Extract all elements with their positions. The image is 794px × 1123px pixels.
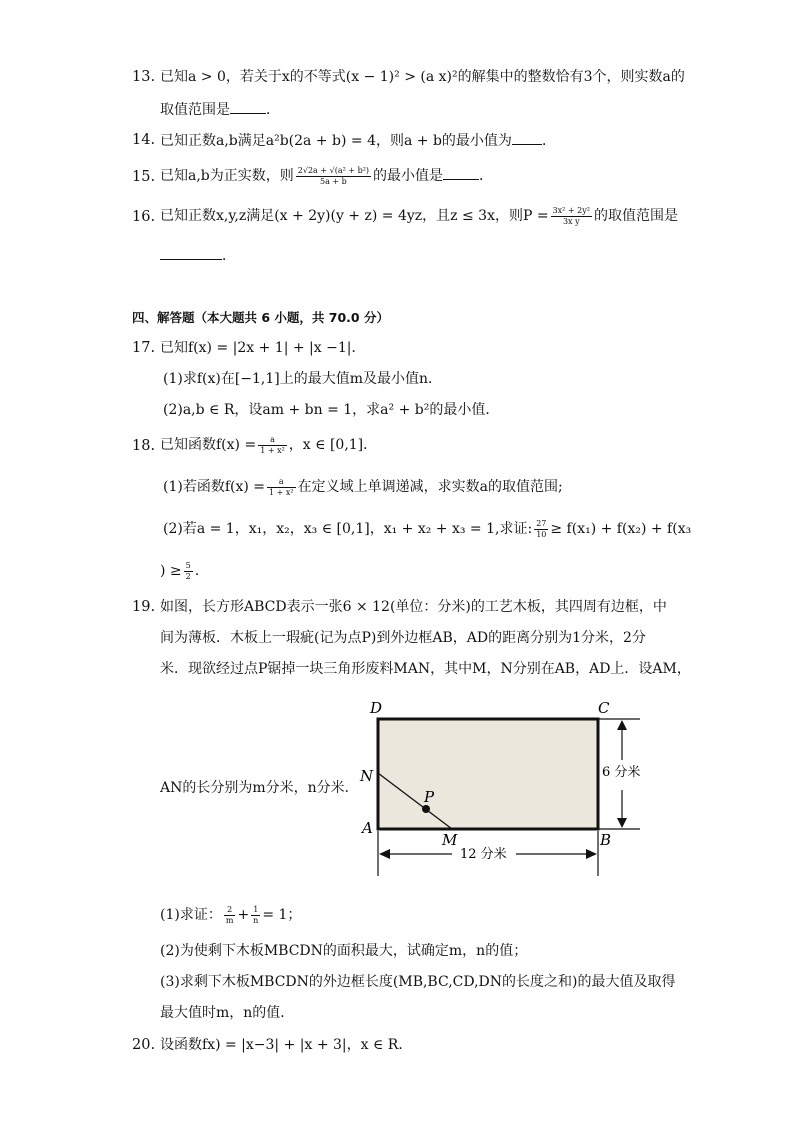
q19-figure [354, 694, 654, 880]
q16-line2: ． [160, 246, 236, 265]
q16-frac-den: 3x y [562, 216, 580, 226]
q18-stem-frac-num: a [258, 435, 287, 446]
q18-part1 [163, 470, 563, 504]
q18-p1-fraction [267, 477, 296, 498]
q18-p2-pre: (2)若a = 1，x₁，x₂，x₃ ∈ [0,1]，x₁ + x₂ + x₃ = 1,求证: [163, 521, 533, 537]
q17-stem: 已知f(x) = |2x + 1| + |x −1|． [160, 340, 366, 356]
q18-number: 18. [132, 438, 156, 454]
q18-p2-cont-frac-den: 2 [185, 571, 191, 581]
q16-number: 16. [132, 209, 156, 225]
q18-p2-frac-den: 10 [536, 529, 547, 539]
q19-p1-pre: (1)求证： [160, 907, 222, 923]
label-C: C [598, 699, 610, 717]
q15-line: 已知a,b为正实数，则 $\frac{\text{2√2a + √(a² + b²)}}{5a + b}$ 的最小值是 ． [160, 165, 494, 186]
label-P: P [424, 788, 435, 806]
q19-part3-line2: 最大值时m，n的值． [160, 1005, 295, 1021]
q18-part2 [163, 512, 691, 546]
q18-p1-pre: (1)若函数f(x) = [163, 479, 266, 495]
q15-frac-num: 2√2a + √(a² + b²) [297, 165, 370, 175]
q19-p1-frac2-den: n [253, 915, 259, 925]
q16-answer-blank[interactable] [160, 246, 222, 260]
q19-part1 [160, 898, 301, 932]
label-B: B [600, 831, 612, 849]
q18-p1-post: 在定义域上单调递减，求实数a的取值范围; [297, 479, 563, 495]
q19-part2: (2)为使剩下木板MBCDN的面积最大，试确定m，n的值； [160, 943, 528, 959]
q18-stem-post: ，x ∈ [0,1]． [288, 437, 378, 453]
q16-fraction [551, 206, 592, 227]
q19-p1-fraction1 [224, 905, 236, 926]
q18-p1-frac-den: 1 + x² [269, 487, 294, 497]
q16-post: 的取值范围是 [593, 208, 678, 224]
q15-post: 的最小值是 [373, 168, 444, 184]
height-label: 6 分米 [602, 765, 641, 780]
q13-line2: 取值范围是 ． [160, 102, 280, 118]
q14-answer-blank[interactable] [512, 131, 542, 145]
point-P [422, 805, 430, 813]
label-A: A [362, 819, 373, 837]
label-M: M [442, 831, 458, 849]
height-arrow-up [617, 720, 627, 730]
q14-line: 已知正数a,b满足a²b(2a + b) = 4，则a + b的最小值为 ． [160, 133, 556, 149]
q13-line2-text: 取值范围是 [160, 102, 230, 118]
q20-text: 设函数fx) = |x−3| + |x + 3|，x ∈ R． [160, 1037, 413, 1053]
q15-fraction [296, 166, 371, 187]
q18-p1-frac-num: a [267, 477, 296, 488]
section-title: 四、解答题（本大题共 6 小题，共 70.0 分） [132, 310, 389, 325]
q15-pre: 已知a,b为正实数，则 [160, 168, 294, 184]
height-arrow-down [617, 818, 627, 828]
q19-line2: 间为薄板．木板上一瑕疵(记为点P)到外边框AB，AD的距离分别为1分米，2分 [160, 630, 646, 646]
label-N: N [360, 767, 374, 785]
q19-p1-frac1-num: 2 [224, 905, 236, 916]
q17-number: 17. [132, 340, 156, 356]
q19-p1-frac2-num: 1 [251, 905, 260, 916]
q14-text: 已知正数a,b满足a²b(2a + b) = 4，则a + b的最小值为 [160, 133, 512, 149]
q15-number: 15. [132, 169, 156, 185]
q19-line3: 米．现欲经过点P锯掉一块三角形废料MAN，其中M，N分别在AB，AD上．设AM， [160, 661, 691, 677]
q18-p2-frac-num: 27 [536, 518, 547, 528]
q17-part2: (2)a,b ∈ R，设am + bn = 1，求a² + b²的最小值． [163, 402, 500, 418]
q16-frac-num: 3x² + 2y² [552, 205, 590, 215]
q19-number: 19. [132, 599, 156, 615]
q15-frac-den: 5a + b [320, 176, 347, 186]
q17-part1: (1)求f(x)在[−1,1]上的最大值m及最小值n． [163, 371, 443, 387]
q19-p1-post: = 1； [262, 907, 302, 923]
q19-p1-frac1-den: m [225, 915, 234, 925]
width-arrow-right [586, 849, 597, 859]
q18-p2-cont-pre: ) ≥ [160, 563, 182, 579]
q18-p2-post: ≥ f(x₁) + f(x₂) + f(x₃ [550, 521, 692, 537]
q16-pre: 已知正数x,y,z满足(x + 2y)(y + z) = 4yz，且z ≤ 3x，则P = [160, 208, 549, 224]
q18-stem-fraction [258, 435, 287, 456]
q13-number: 13. [132, 69, 156, 85]
q16-line [160, 200, 678, 232]
q19-p1-plus: + [237, 907, 250, 923]
q13-answer-blank[interactable] [230, 100, 266, 114]
q18-p2-cont-frac-num: 5 [185, 560, 191, 570]
q18-stem-frac-den: 1 + x² [260, 445, 285, 455]
label-D: D [370, 699, 383, 717]
q14-number: 14. [132, 132, 156, 148]
width-arrow-left [379, 849, 390, 859]
q19-p1-fraction2 [251, 905, 260, 926]
q19-part3-line1: (3)求剩下木板MBCDN的外边框长度(MB,BC,CD,DN的长度之和)的最大值及取得 [160, 974, 676, 990]
q18-stem-pre: 已知函数f(x) = [160, 437, 257, 453]
q13-line1: 已知a > 0，若关于x的不等式(x − 1)² > (a x)²的解集中的整数恰有3个，则实数a的 [160, 69, 685, 85]
board-rect [378, 719, 598, 829]
q18-p2-cont-post: . [194, 563, 200, 579]
q18-part2-cont [160, 554, 199, 588]
q18-stem [160, 428, 377, 462]
q19-line1: 如图，长方形ABCD表示一张6 × 12(单位：分米)的工艺木板，其四周有边框，中 [160, 599, 667, 615]
q20-number: 20. [132, 1037, 156, 1053]
q19-line4: AN的长分别为m分米，n分米． [160, 780, 359, 796]
q18-p2-cont-fraction [184, 561, 193, 582]
width-label: 12 分米 [460, 847, 507, 862]
q15-answer-blank[interactable] [443, 166, 479, 180]
q18-p2-fraction [534, 519, 548, 540]
